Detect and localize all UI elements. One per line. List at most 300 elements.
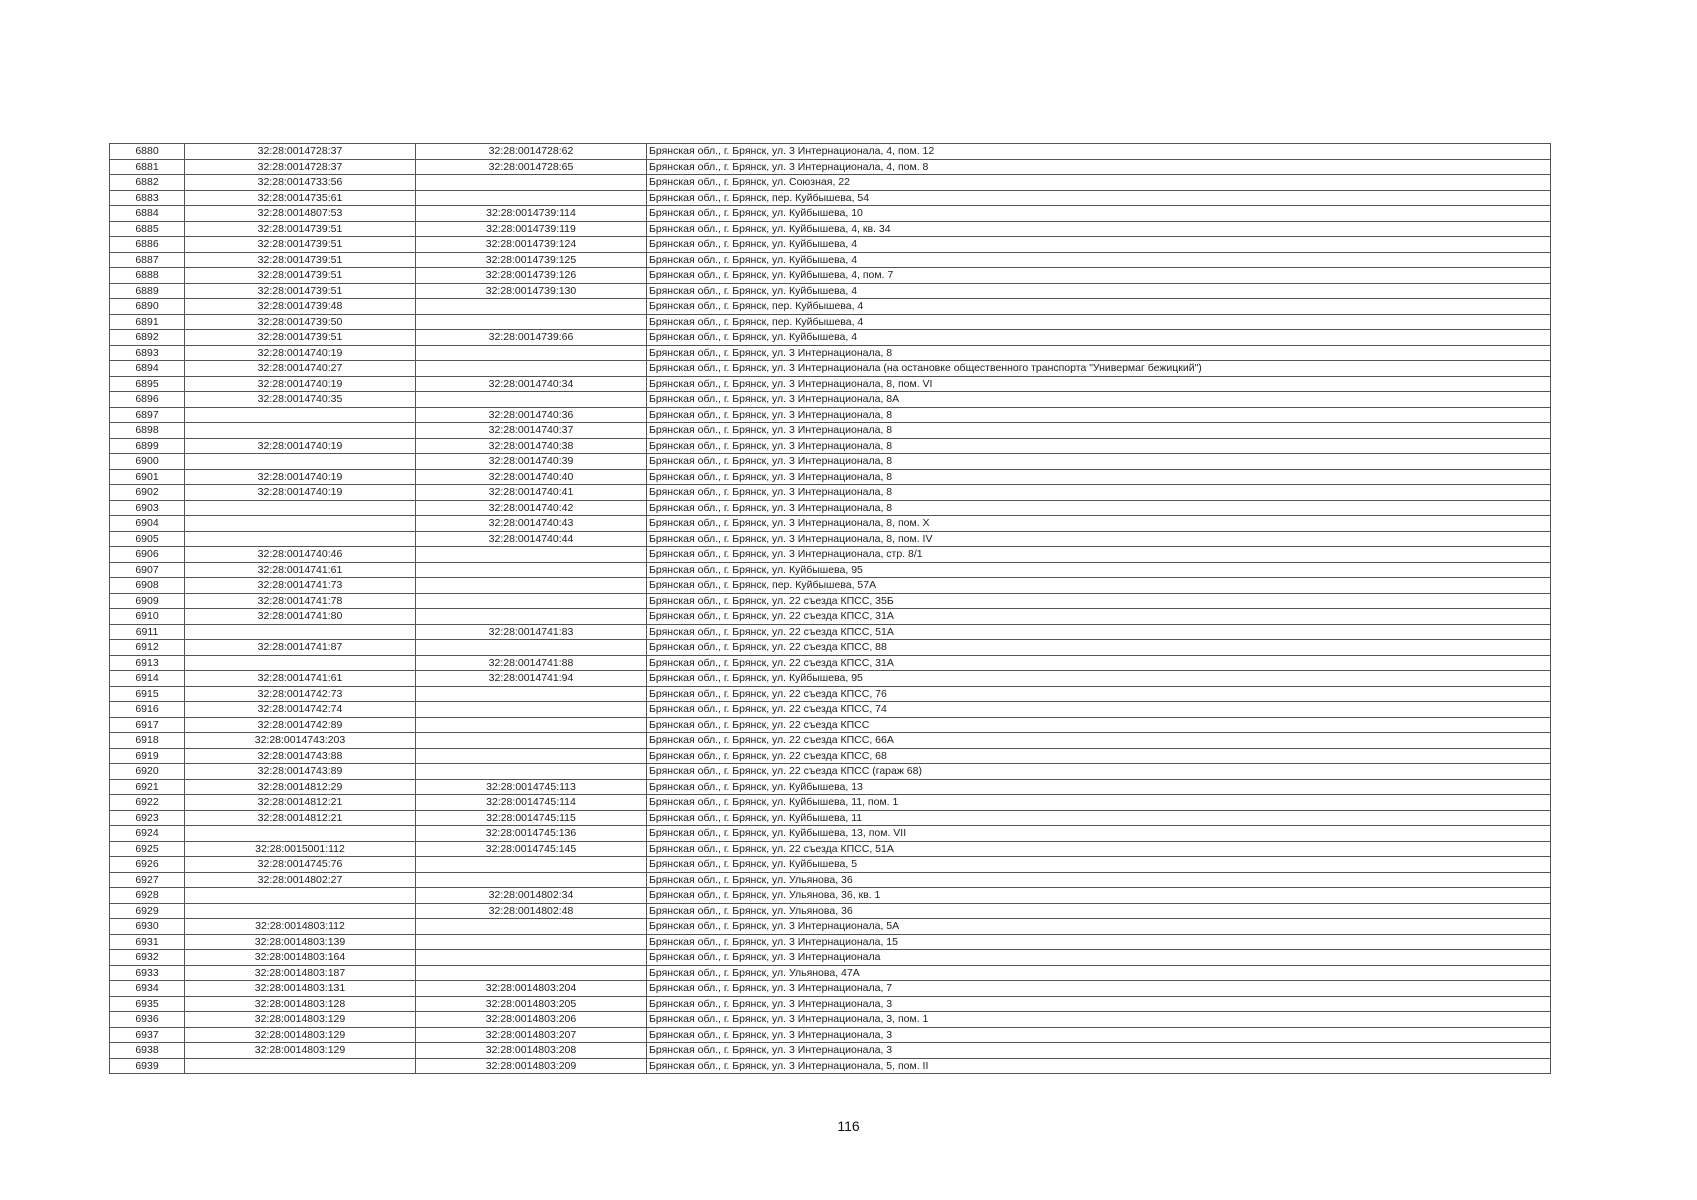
- address-cell: Брянская обл., г. Брянск, пер. Куйбышева, 54: [647, 190, 1551, 206]
- land-parcel-number-cell: 32:28:0014803:139: [185, 934, 416, 950]
- table-row: [110, 531, 1551, 547]
- land-parcel-number-cell: 32:28:0014739:51: [185, 221, 416, 237]
- table-row: [110, 857, 1551, 873]
- address-cell: Брянская обл., г. Брянск, ул. 3 Интернационала, 5А: [647, 919, 1551, 935]
- table-row: [110, 190, 1551, 206]
- table-row: [110, 516, 1551, 532]
- address-cell: Брянская обл., г. Брянск, ул. Куйбышева, 10: [647, 206, 1551, 222]
- object-number-cell: [416, 593, 647, 609]
- land-parcel-number-cell: [185, 500, 416, 516]
- row-number-cell: 6928: [110, 888, 185, 904]
- land-parcel-number-cell: 32:28:0014728:37: [185, 159, 416, 175]
- address-cell: Брянская обл., г. Брянск, ул. 22 съезда КПСС: [647, 717, 1551, 733]
- land-parcel-number-cell: 32:28:0014739:51: [185, 268, 416, 284]
- object-number-cell: [416, 934, 647, 950]
- land-parcel-number-cell: 32:28:0014735:61: [185, 190, 416, 206]
- row-number-cell: 6883: [110, 190, 185, 206]
- table-row: [110, 609, 1551, 625]
- row-number-cell: 6916: [110, 702, 185, 718]
- table-row: [110, 1027, 1551, 1043]
- land-parcel-number-cell: 32:28:0014739:51: [185, 330, 416, 346]
- object-number-cell: [416, 299, 647, 315]
- object-number-cell: 32:28:0014803:207: [416, 1027, 647, 1043]
- address-cell: Брянская обл., г. Брянск, ул. 3 Интернационала, 8: [647, 438, 1551, 454]
- object-number-cell: 32:28:0014802:34: [416, 888, 647, 904]
- address-cell: Брянская обл., г. Брянск, ул. 22 съезда КПСС, 51А: [647, 841, 1551, 857]
- object-number-cell: [416, 717, 647, 733]
- address-cell: Брянская обл., г. Брянск, ул. 3 Интернационала, 15: [647, 934, 1551, 950]
- object-number-cell: [416, 965, 647, 981]
- address-cell: Брянская обл., г. Брянск, ул. 22 съезда КПСС, 74: [647, 702, 1551, 718]
- table-row: [110, 485, 1551, 501]
- row-number-cell: 6908: [110, 578, 185, 594]
- object-number-cell: 32:28:0014740:42: [416, 500, 647, 516]
- table-row: [110, 826, 1551, 842]
- address-cell: Брянская обл., г. Брянск, ул. 3 Интернационала, 8: [647, 485, 1551, 501]
- land-parcel-number-cell: 32:28:0014741:80: [185, 609, 416, 625]
- row-number-cell: 6897: [110, 407, 185, 423]
- row-number-cell: 6923: [110, 810, 185, 826]
- land-parcel-number-cell: 32:28:0014740:19: [185, 376, 416, 392]
- land-parcel-number-cell: 32:28:0014733:56: [185, 175, 416, 191]
- land-parcel-number-cell: 32:28:0014803:164: [185, 950, 416, 966]
- address-cell: Брянская обл., г. Брянск, ул. 22 съезда КПСС, 66А: [647, 733, 1551, 749]
- land-parcel-number-cell: [185, 655, 416, 671]
- object-number-cell: [416, 950, 647, 966]
- table-row: [110, 376, 1551, 392]
- table-row: [110, 748, 1551, 764]
- land-parcel-number-cell: [185, 531, 416, 547]
- land-parcel-number-cell: [185, 1058, 416, 1074]
- row-number-cell: 6933: [110, 965, 185, 981]
- object-number-cell: [416, 640, 647, 656]
- land-parcel-number-cell: 32:28:0014742:74: [185, 702, 416, 718]
- object-number-cell: 32:28:0014803:209: [416, 1058, 647, 1074]
- row-number-cell: 6895: [110, 376, 185, 392]
- object-number-cell: [416, 702, 647, 718]
- address-cell: Брянская обл., г. Брянск, ул. Ульянова, 36: [647, 903, 1551, 919]
- address-cell: Брянская обл., г. Брянск, ул. 3 Интернационала, 8: [647, 469, 1551, 485]
- address-cell: Брянская обл., г. Брянск, ул. 3 Интернационала, 3: [647, 996, 1551, 1012]
- address-cell: Брянская обл., г. Брянск, ул. 22 съезда КПСС (гараж 68): [647, 764, 1551, 780]
- table-row: [110, 423, 1551, 439]
- object-number-cell: 32:28:0014745:113: [416, 779, 647, 795]
- land-parcel-number-cell: [185, 407, 416, 423]
- table-row: [110, 314, 1551, 330]
- address-cell: Брянская обл., г. Брянск, ул. Куйбышева, 4: [647, 330, 1551, 346]
- object-number-cell: 32:28:0014739:114: [416, 206, 647, 222]
- object-number-cell: [416, 609, 647, 625]
- object-number-cell: 32:28:0014745:114: [416, 795, 647, 811]
- address-cell: Брянская обл., г. Брянск, ул. Куйбышева, 95: [647, 562, 1551, 578]
- object-number-cell: [416, 872, 647, 888]
- land-parcel-number-cell: 32:28:0014742:89: [185, 717, 416, 733]
- object-number-cell: [416, 578, 647, 594]
- address-cell: Брянская обл., г. Брянск, ул. 3 Интернационала, 7: [647, 981, 1551, 997]
- row-number-cell: 6936: [110, 1012, 185, 1028]
- row-number-cell: 6914: [110, 671, 185, 687]
- row-number-cell: 6918: [110, 733, 185, 749]
- land-parcel-number-cell: 32:28:0014739:48: [185, 299, 416, 315]
- row-number-cell: 6903: [110, 500, 185, 516]
- land-parcel-number-cell: 32:28:0014740:19: [185, 469, 416, 485]
- table-row: [110, 159, 1551, 175]
- row-number-cell: 6884: [110, 206, 185, 222]
- row-number-cell: 6906: [110, 547, 185, 563]
- land-parcel-number-cell: 32:28:0014739:51: [185, 252, 416, 268]
- row-number-cell: 6937: [110, 1027, 185, 1043]
- object-number-cell: 32:28:0014740:40: [416, 469, 647, 485]
- table-row: [110, 795, 1551, 811]
- address-cell: Брянская обл., г. Брянск, ул. Куйбышева, 13, пом. VII: [647, 826, 1551, 842]
- row-number-cell: 6932: [110, 950, 185, 966]
- object-number-cell: [416, 733, 647, 749]
- address-cell: Брянская обл., г. Брянск, ул. Ульянова, 36: [647, 872, 1551, 888]
- table-row: [110, 454, 1551, 470]
- address-cell: Брянская обл., г. Брянск, ул. 3 Интернационала, 4, пом. 8: [647, 159, 1551, 175]
- table-row: [110, 981, 1551, 997]
- row-number-cell: 6905: [110, 531, 185, 547]
- land-parcel-number-cell: [185, 888, 416, 904]
- table-row: [110, 671, 1551, 687]
- object-number-cell: 32:28:0014739:119: [416, 221, 647, 237]
- object-number-cell: 32:28:0014803:205: [416, 996, 647, 1012]
- row-number-cell: 6891: [110, 314, 185, 330]
- table-row: [110, 640, 1551, 656]
- address-cell: Брянская обл., г. Брянск, ул. 3 Интернационала: [647, 950, 1551, 966]
- table-row: [110, 237, 1551, 253]
- land-parcel-number-cell: [185, 826, 416, 842]
- object-number-cell: 32:28:0014740:38: [416, 438, 647, 454]
- table-row: [110, 361, 1551, 377]
- land-parcel-number-cell: 32:28:0015001:112: [185, 841, 416, 857]
- object-number-cell: [416, 919, 647, 935]
- table-row: [110, 469, 1551, 485]
- address-cell: Брянская обл., г. Брянск, ул. Куйбышева, 13: [647, 779, 1551, 795]
- table-row: [110, 438, 1551, 454]
- address-cell: Брянская обл., г. Брянск, ул. 3 Интернационала (на остановке общественного транспорта "Универмаг бежицкий"): [647, 361, 1551, 377]
- row-number-cell: 6922: [110, 795, 185, 811]
- land-parcel-number-cell: 32:28:0014741:61: [185, 562, 416, 578]
- land-parcel-number-cell: 32:28:0014803:128: [185, 996, 416, 1012]
- object-number-cell: 32:28:0014803:206: [416, 1012, 647, 1028]
- address-cell: Брянская обл., г. Брянск, ул. 22 съезда КПСС, 68: [647, 748, 1551, 764]
- table-row: [110, 144, 1551, 160]
- row-number-cell: 6913: [110, 655, 185, 671]
- address-cell: Брянская обл., г. Брянск, ул. 22 съезда КПСС, 88: [647, 640, 1551, 656]
- address-cell: Брянская обл., г. Брянск, пер. Куйбышева, 4: [647, 299, 1551, 315]
- row-number-cell: 6910: [110, 609, 185, 625]
- object-number-cell: [416, 764, 647, 780]
- address-cell: Брянская обл., г. Брянск, ул. 3 Интернационала, 8: [647, 500, 1551, 516]
- land-parcel-number-cell: [185, 624, 416, 640]
- row-number-cell: 6901: [110, 469, 185, 485]
- land-parcel-number-cell: 32:28:0014741:73: [185, 578, 416, 594]
- object-number-cell: 32:28:0014740:34: [416, 376, 647, 392]
- object-number-cell: [416, 345, 647, 361]
- address-cell: Брянская обл., г. Брянск, ул. 3 Интернационала, 8, пом. VI: [647, 376, 1551, 392]
- address-cell: Брянская обл., г. Брянск, ул. Ульянова, 36, кв. 1: [647, 888, 1551, 904]
- table-row: [110, 392, 1551, 408]
- object-number-cell: 32:28:0014745:115: [416, 810, 647, 826]
- object-number-cell: 32:28:0014728:65: [416, 159, 647, 175]
- table-row: [110, 578, 1551, 594]
- table-row: [110, 655, 1551, 671]
- row-number-cell: 6925: [110, 841, 185, 857]
- land-parcel-number-cell: 32:28:0014739:51: [185, 283, 416, 299]
- table-row: [110, 175, 1551, 191]
- table-row: [110, 1043, 1551, 1059]
- row-number-cell: 6909: [110, 593, 185, 609]
- object-number-cell: 32:28:0014740:43: [416, 516, 647, 532]
- object-number-cell: [416, 686, 647, 702]
- land-parcel-number-cell: 32:28:0014739:51: [185, 237, 416, 253]
- land-parcel-number-cell: 32:28:0014740:19: [185, 345, 416, 361]
- land-parcel-number-cell: 32:28:0014740:19: [185, 438, 416, 454]
- row-number-cell: 6900: [110, 454, 185, 470]
- address-cell: Брянская обл., г. Брянск, ул. Куйбышева, 4: [647, 252, 1551, 268]
- object-number-cell: [416, 392, 647, 408]
- row-number-cell: 6924: [110, 826, 185, 842]
- table-row: [110, 764, 1551, 780]
- table-row: [110, 283, 1551, 299]
- address-cell: Брянская обл., г. Брянск, ул. 22 съезда КПСС, 35Б: [647, 593, 1551, 609]
- address-cell: Брянская обл., г. Брянск, ул. 3 Интернационала, 3: [647, 1043, 1551, 1059]
- table-row: [110, 903, 1551, 919]
- address-cell: Брянская обл., г. Брянск, ул. 22 съезда КПСС, 31А: [647, 655, 1551, 671]
- land-parcel-number-cell: 32:28:0014743:88: [185, 748, 416, 764]
- land-parcel-number-cell: 32:28:0014803:129: [185, 1027, 416, 1043]
- address-cell: Брянская обл., г. Брянск, пер. Куйбышева, 57А: [647, 578, 1551, 594]
- address-cell: Брянская обл., г. Брянск, ул. 3 Интернационала, 8А: [647, 392, 1551, 408]
- object-number-cell: 32:28:0014745:136: [416, 826, 647, 842]
- table-row: [110, 919, 1551, 935]
- land-parcel-number-cell: 32:28:0014742:73: [185, 686, 416, 702]
- table-row: [110, 996, 1551, 1012]
- object-number-cell: 32:28:0014728:62: [416, 144, 647, 160]
- address-cell: Брянская обл., г. Брянск, ул. 22 съезда КПСС, 51А: [647, 624, 1551, 640]
- object-number-cell: [416, 748, 647, 764]
- object-number-cell: 32:28:0014741:83: [416, 624, 647, 640]
- row-number-cell: 6935: [110, 996, 185, 1012]
- address-cell: Брянская обл., г. Брянск, ул. 3 Интернационала, 3, пом. 1: [647, 1012, 1551, 1028]
- land-parcel-number-cell: 32:28:0014807:53: [185, 206, 416, 222]
- row-number-cell: 6907: [110, 562, 185, 578]
- table-row: [110, 345, 1551, 361]
- object-number-cell: 32:28:0014740:41: [416, 485, 647, 501]
- row-number-cell: 6899: [110, 438, 185, 454]
- row-number-cell: 6919: [110, 748, 185, 764]
- land-parcel-number-cell: [185, 423, 416, 439]
- table-row: [110, 702, 1551, 718]
- row-number-cell: 6912: [110, 640, 185, 656]
- address-cell: Брянская обл., г. Брянск, ул. Куйбышева, 4, кв. 34: [647, 221, 1551, 237]
- land-parcel-number-cell: 32:28:0014802:27: [185, 872, 416, 888]
- address-cell: Брянская обл., г. Брянск, ул. Куйбышева, 5: [647, 857, 1551, 873]
- table-row: [110, 299, 1551, 315]
- address-cell: Брянская обл., г. Брянск, ул. Куйбышева, 4: [647, 283, 1551, 299]
- table-row: [110, 252, 1551, 268]
- address-cell: Брянская обл., г. Брянск, ул. Куйбышева, 95: [647, 671, 1551, 687]
- land-parcel-number-cell: 32:28:0014739:50: [185, 314, 416, 330]
- object-number-cell: 32:28:0014739:125: [416, 252, 647, 268]
- object-number-cell: [416, 175, 647, 191]
- land-parcel-number-cell: [185, 516, 416, 532]
- row-number-cell: 6938: [110, 1043, 185, 1059]
- row-number-cell: 6880: [110, 144, 185, 160]
- row-number-cell: 6921: [110, 779, 185, 795]
- row-number-cell: 6902: [110, 485, 185, 501]
- row-number-cell: 6888: [110, 268, 185, 284]
- table-row: [110, 888, 1551, 904]
- row-number-cell: 6893: [110, 345, 185, 361]
- row-number-cell: 6892: [110, 330, 185, 346]
- table-row: [110, 934, 1551, 950]
- row-number-cell: 6890: [110, 299, 185, 315]
- object-number-cell: 32:28:0014740:36: [416, 407, 647, 423]
- object-number-cell: 32:28:0014803:204: [416, 981, 647, 997]
- address-cell: Брянская обл., г. Брянск, ул. 3 Интернационала, 4, пом. 12: [647, 144, 1551, 160]
- table-row: [110, 1058, 1551, 1074]
- row-number-cell: 6882: [110, 175, 185, 191]
- row-number-cell: 6926: [110, 857, 185, 873]
- object-number-cell: 32:28:0014741:94: [416, 671, 647, 687]
- object-number-cell: 32:28:0014740:39: [416, 454, 647, 470]
- row-number-cell: 6915: [110, 686, 185, 702]
- object-number-cell: [416, 190, 647, 206]
- object-number-cell: 32:28:0014739:66: [416, 330, 647, 346]
- cadastral-table: [109, 143, 1551, 1074]
- address-cell: Брянская обл., г. Брянск, ул. 22 съезда КПСС, 76: [647, 686, 1551, 702]
- address-cell: Брянская обл., г. Брянск, пер. Куйбышева, 4: [647, 314, 1551, 330]
- row-number-cell: 6881: [110, 159, 185, 175]
- row-number-cell: 6917: [110, 717, 185, 733]
- object-number-cell: 32:28:0014741:88: [416, 655, 647, 671]
- row-number-cell: 6896: [110, 392, 185, 408]
- object-number-cell: [416, 562, 647, 578]
- row-number-cell: 6911: [110, 624, 185, 640]
- object-number-cell: [416, 314, 647, 330]
- land-parcel-number-cell: 32:28:0014803:129: [185, 1043, 416, 1059]
- address-cell: Брянская обл., г. Брянск, ул. 3 Интернационала, 8, пом. X: [647, 516, 1551, 532]
- land-parcel-number-cell: 32:28:0014741:61: [185, 671, 416, 687]
- row-number-cell: 6898: [110, 423, 185, 439]
- table-row: [110, 686, 1551, 702]
- table-row: [110, 779, 1551, 795]
- land-parcel-number-cell: 32:28:0014803:112: [185, 919, 416, 935]
- table-row: [110, 950, 1551, 966]
- object-number-cell: [416, 361, 647, 377]
- table-row: [110, 500, 1551, 516]
- row-number-cell: 6920: [110, 764, 185, 780]
- land-parcel-number-cell: [185, 903, 416, 919]
- table-row: [110, 221, 1551, 237]
- address-cell: Брянская обл., г. Брянск, ул. 3 Интернационала, 8: [647, 345, 1551, 361]
- row-number-cell: 6894: [110, 361, 185, 377]
- object-number-cell: 32:28:0014739:130: [416, 283, 647, 299]
- address-cell: Брянская обл., г. Брянск, ул. 3 Интернационала, 8, пом. IV: [647, 531, 1551, 547]
- table-row: [110, 206, 1551, 222]
- address-cell: Брянская обл., г. Брянск, ул. 3 Интернационала, стр. 8/1: [647, 547, 1551, 563]
- table-row: [110, 330, 1551, 346]
- address-cell: Брянская обл., г. Брянск, ул. 3 Интернационала, 8: [647, 454, 1551, 470]
- object-number-cell: 32:28:0014740:44: [416, 531, 647, 547]
- land-parcel-number-cell: 32:28:0014803:131: [185, 981, 416, 997]
- land-parcel-number-cell: 32:28:0014745:76: [185, 857, 416, 873]
- table-row: [110, 547, 1551, 563]
- address-cell: Брянская обл., г. Брянск, ул. Куйбышева, 4: [647, 237, 1551, 253]
- object-number-cell: 32:28:0014803:208: [416, 1043, 647, 1059]
- land-parcel-number-cell: 32:28:0014743:89: [185, 764, 416, 780]
- land-parcel-number-cell: 32:28:0014740:27: [185, 361, 416, 377]
- row-number-cell: 6927: [110, 872, 185, 888]
- land-parcel-number-cell: 32:28:0014812:21: [185, 795, 416, 811]
- object-number-cell: [416, 857, 647, 873]
- object-number-cell: 32:28:0014802:48: [416, 903, 647, 919]
- address-cell: Брянская обл., г. Брянск, ул. Куйбышева, 11, пом. 1: [647, 795, 1551, 811]
- row-number-cell: 6886: [110, 237, 185, 253]
- object-number-cell: 32:28:0014745:145: [416, 841, 647, 857]
- row-number-cell: 6887: [110, 252, 185, 268]
- row-number-cell: 6889: [110, 283, 185, 299]
- address-cell: Брянская обл., г. Брянск, ул. Ульянова, 47А: [647, 965, 1551, 981]
- table-body: [110, 144, 1551, 1074]
- row-number-cell: 6931: [110, 934, 185, 950]
- row-number-cell: 6934: [110, 981, 185, 997]
- table-row: [110, 733, 1551, 749]
- table-row: [110, 1012, 1551, 1028]
- object-number-cell: [416, 547, 647, 563]
- land-parcel-number-cell: 32:28:0014803:187: [185, 965, 416, 981]
- land-parcel-number-cell: 32:28:0014803:129: [185, 1012, 416, 1028]
- address-cell: Брянская обл., г. Брянск, ул. Союзная, 22: [647, 175, 1551, 191]
- table-row: [110, 593, 1551, 609]
- table-row: [110, 624, 1551, 640]
- table-row: [110, 810, 1551, 826]
- table-row: [110, 841, 1551, 857]
- land-parcel-number-cell: 32:28:0014743:203: [185, 733, 416, 749]
- table-row: [110, 407, 1551, 423]
- address-cell: Брянская обл., г. Брянск, ул. 3 Интернационала, 3: [647, 1027, 1551, 1043]
- land-parcel-number-cell: 32:28:0014740:19: [185, 485, 416, 501]
- address-cell: Брянская обл., г. Брянск, ул. 3 Интернационала, 8: [647, 423, 1551, 439]
- page-number: 116: [837, 1118, 860, 1134]
- row-number-cell: 6885: [110, 221, 185, 237]
- row-number-cell: 6904: [110, 516, 185, 532]
- land-parcel-number-cell: 32:28:0014740:35: [185, 392, 416, 408]
- address-cell: Брянская обл., г. Брянск, ул. 22 съезда КПСС, 31А: [647, 609, 1551, 625]
- object-number-cell: 32:28:0014739:124: [416, 237, 647, 253]
- table-row: [110, 268, 1551, 284]
- address-cell: Брянская обл., г. Брянск, ул. Куйбышева, 11: [647, 810, 1551, 826]
- land-parcel-number-cell: 32:28:0014741:78: [185, 593, 416, 609]
- table-row: [110, 872, 1551, 888]
- row-number-cell: 6930: [110, 919, 185, 935]
- land-parcel-number-cell: 32:28:0014728:37: [185, 144, 416, 160]
- land-parcel-number-cell: 32:28:0014740:46: [185, 547, 416, 563]
- address-cell: Брянская обл., г. Брянск, ул. Куйбышева, 4, пом. 7: [647, 268, 1551, 284]
- object-number-cell: 32:28:0014740:37: [416, 423, 647, 439]
- row-number-cell: 6929: [110, 903, 185, 919]
- table-row: [110, 965, 1551, 981]
- address-cell: Брянская обл., г. Брянск, ул. 3 Интернационала, 8: [647, 407, 1551, 423]
- land-parcel-number-cell: 32:28:0014812:21: [185, 810, 416, 826]
- land-parcel-number-cell: [185, 454, 416, 470]
- table-row: [110, 562, 1551, 578]
- row-number-cell: 6939: [110, 1058, 185, 1074]
- land-parcel-number-cell: 32:28:0014741:87: [185, 640, 416, 656]
- land-parcel-number-cell: 32:28:0014812:29: [185, 779, 416, 795]
